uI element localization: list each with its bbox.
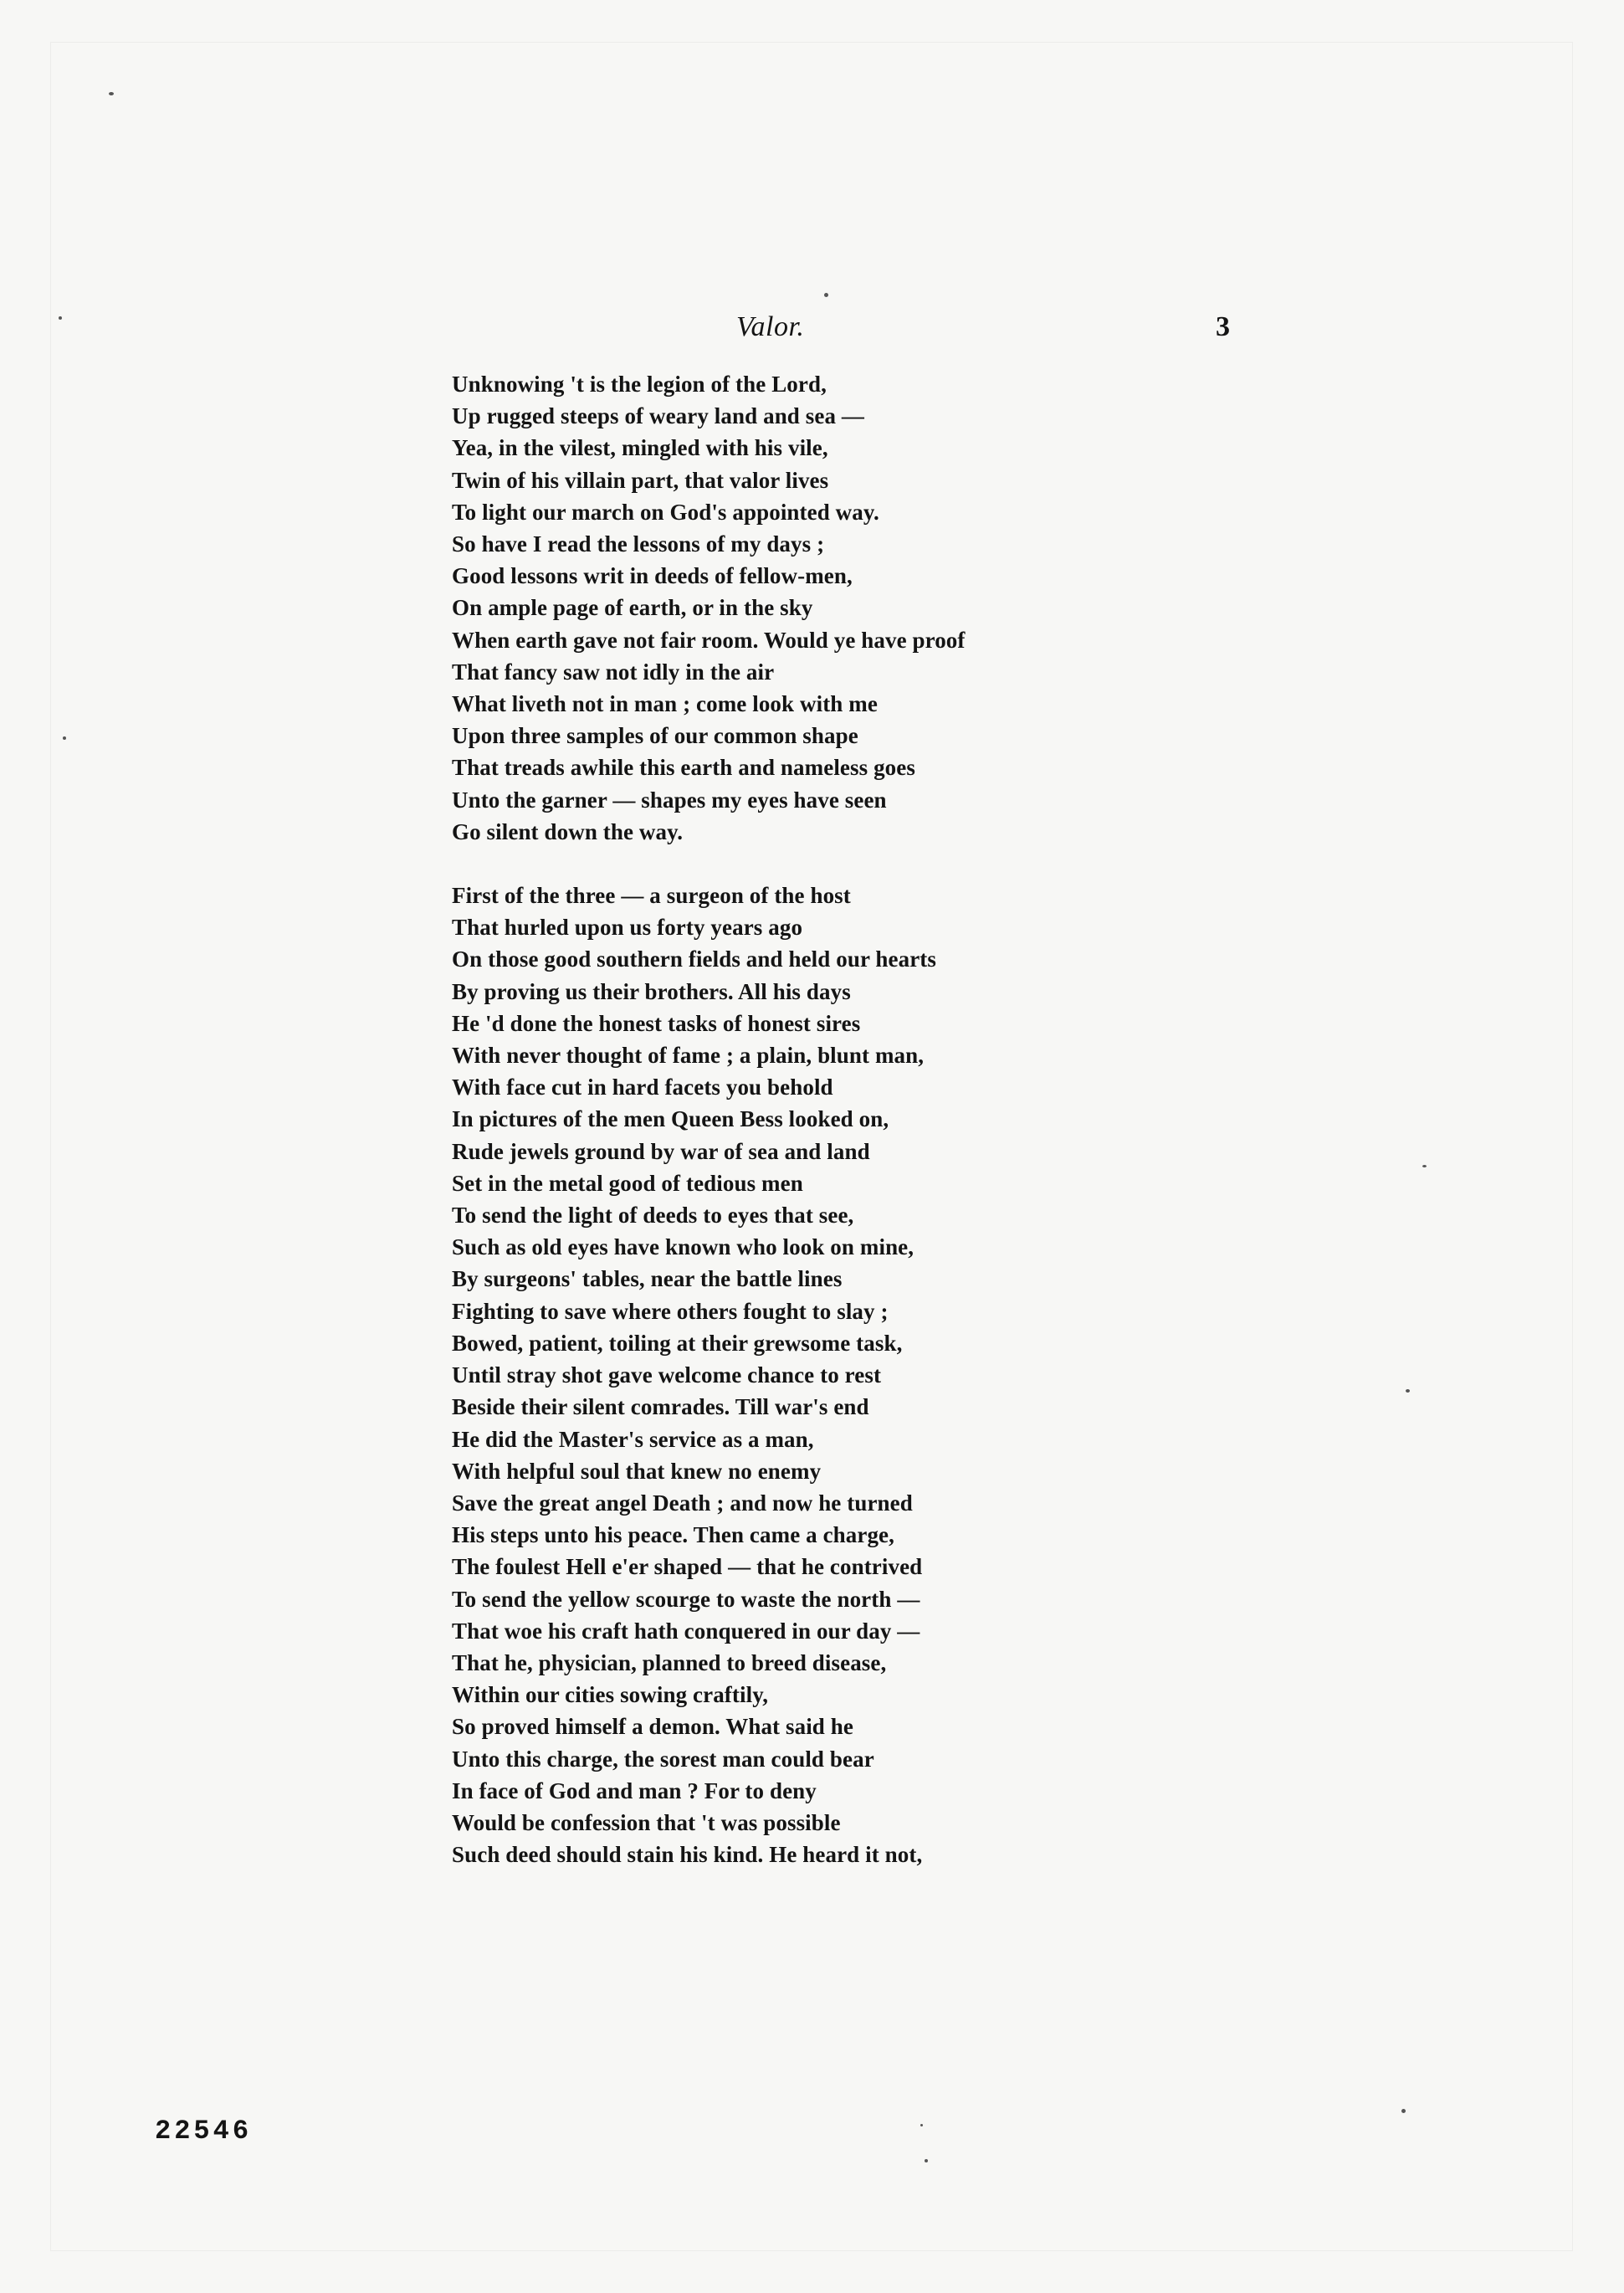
poem-line: On those good southern fields and held our hearts bbox=[452, 946, 936, 972]
poem-line: So have I read the lessons of my days ; bbox=[452, 531, 825, 557]
poem-line: Twin of his villain part, that valor lives bbox=[452, 467, 829, 493]
poem-line: Until stray shot gave welcome chance to rest bbox=[452, 1362, 882, 1388]
poem-line: By surgeons' tables, near the battle lines bbox=[452, 1266, 843, 1292]
poem-line: Unknowing 't is the legion of the Lord, bbox=[452, 372, 827, 397]
poem-line: First of the three — a surgeon of the host bbox=[452, 883, 851, 909]
poem-line: Unto the garner — shapes my eyes have seen bbox=[452, 787, 887, 813]
poem-line: He 'd done the honest tasks of honest sires bbox=[452, 1010, 861, 1036]
poem-line: To light our march on God's appointed way. bbox=[452, 499, 879, 525]
poem-line: To send the light of deeds to eyes that see, bbox=[452, 1203, 854, 1229]
ledger-number: 22546 bbox=[155, 2116, 253, 2147]
poem-line: So proved himself a demon. What said he bbox=[452, 1714, 853, 1740]
poem-line: With never thought of fame ; a plain, blunt man, bbox=[452, 1043, 925, 1069]
poem-line: With face cut in hard facets you behold bbox=[452, 1075, 833, 1100]
poem-line: Up rugged steeps of weary land and sea — bbox=[452, 403, 865, 429]
poem-line: By proving us their brothers. All his days bbox=[452, 978, 851, 1004]
scan-speck bbox=[59, 316, 62, 320]
scan-speck bbox=[1406, 1389, 1410, 1393]
stanza bbox=[452, 368, 1146, 848]
poem-line: Good lessons writ in deeds of fellow-men, bbox=[452, 563, 853, 589]
scan-speck bbox=[824, 293, 828, 297]
poem-line: Yea, in the vilest, mingled with his vile, bbox=[452, 435, 828, 461]
poem-body bbox=[452, 368, 1146, 1870]
poem-line: When earth gave not fair room. Would ye have proof bbox=[452, 627, 966, 653]
poem-line: His steps unto his peace. Then came a charge, bbox=[452, 1522, 894, 1548]
poem-line: That hurled upon us forty years ago bbox=[452, 915, 803, 941]
poem-line: The foulest Hell e'er shaped — that he contrived bbox=[452, 1554, 923, 1580]
poem-line: He did the Master's service as a man, bbox=[452, 1426, 814, 1452]
scan-speck bbox=[1422, 1165, 1427, 1167]
poem-line: On ample page of earth, or in the sky bbox=[452, 595, 813, 621]
scan-speck bbox=[920, 2124, 923, 2126]
poem-line: That treads awhile this earth and nameless goes bbox=[452, 755, 915, 781]
poem-line: Go silent down the way. bbox=[452, 818, 684, 844]
stanza bbox=[452, 880, 1146, 1870]
scan-speck bbox=[63, 736, 66, 740]
poem-line: That woe his craft hath conquered in our day — bbox=[452, 1618, 920, 1644]
page-number: 3 bbox=[1216, 311, 1230, 342]
poem-line: Fighting to save where others fought to slay ; bbox=[452, 1298, 889, 1324]
poem-line: Within our cities sowing craftily, bbox=[452, 1682, 769, 1708]
scan-speck bbox=[925, 2159, 928, 2162]
poem-line: Set in the metal good of tedious men bbox=[452, 1170, 803, 1196]
poem-line: Save the great angel Death ; and now he turned bbox=[452, 1490, 913, 1516]
page-title: Valor. bbox=[736, 311, 805, 342]
poem-line: That fancy saw not idly in the air bbox=[452, 659, 775, 685]
poem-line: That he, physician, planned to breed disease, bbox=[452, 1649, 887, 1675]
poem-line: With helpful soul that knew no enemy bbox=[452, 1458, 822, 1484]
poem-line: Such deed should stain his kind. He heard it not, bbox=[452, 1842, 923, 1868]
poem-line: Bowed, patient, toiling at their grewsome task, bbox=[452, 1330, 903, 1356]
running-head bbox=[452, 311, 1230, 353]
poem-line: Unto this charge, the sorest man could bear bbox=[452, 1746, 874, 1772]
scan-speck bbox=[109, 92, 114, 95]
poem-line: In pictures of the men Queen Bess looked on, bbox=[452, 1106, 889, 1132]
poem-line: Upon three samples of our common shape bbox=[452, 723, 858, 749]
poem-line: Rude jewels ground by war of sea and land bbox=[452, 1138, 870, 1164]
poem-line: Such as old eyes have known who look on mine, bbox=[452, 1234, 914, 1260]
scan-speck bbox=[1401, 2109, 1406, 2113]
poem-line: Would be confession that 't was possible bbox=[452, 1809, 841, 1835]
poem-line: What liveth not in man ; come look with me bbox=[452, 691, 878, 717]
poem-line: In face of God and man ? For to deny bbox=[452, 1777, 817, 1803]
poem-line: Beside their silent comrades. Till war's end bbox=[452, 1394, 869, 1420]
poem-line: To send the yellow scourge to waste the north — bbox=[452, 1586, 920, 1612]
